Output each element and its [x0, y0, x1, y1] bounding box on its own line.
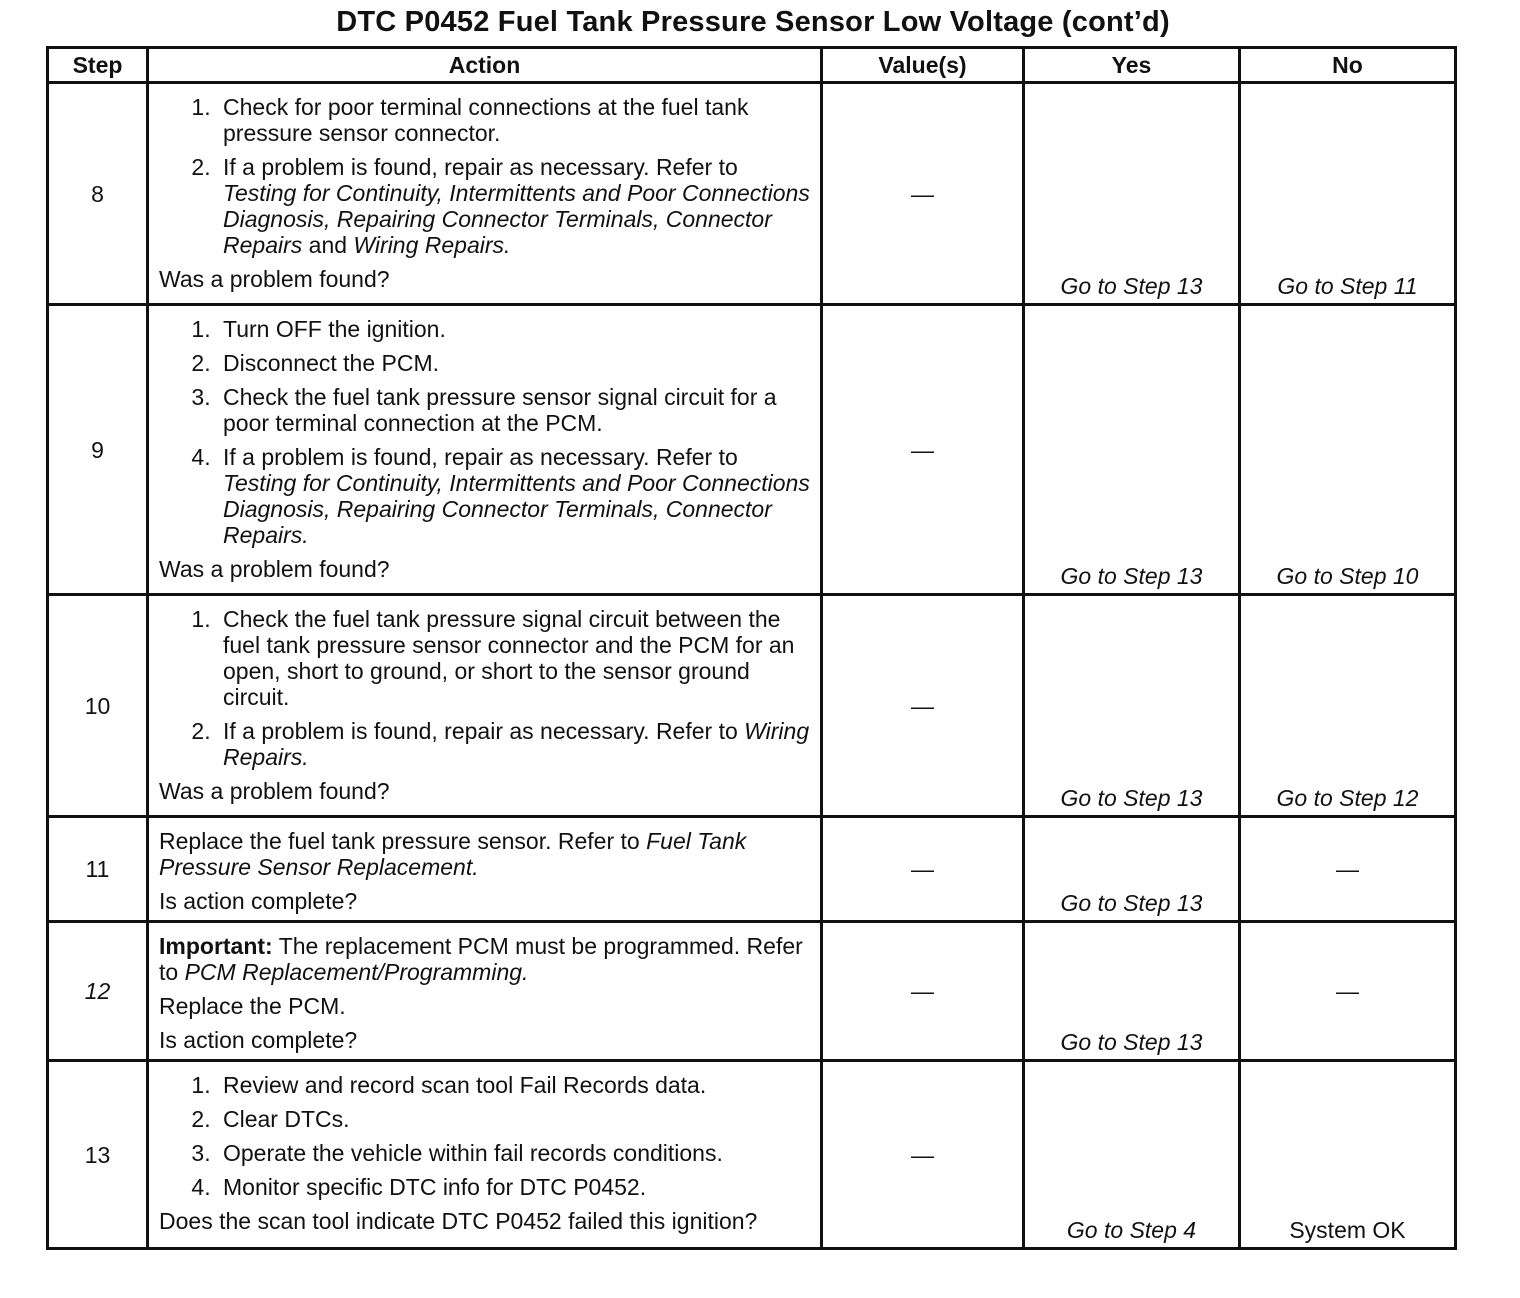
action-cell [148, 817, 822, 922]
header-step: Step [48, 48, 148, 83]
no-cell: Go to Step 11 [1240, 83, 1456, 305]
action-step: 3. Operate the vehicle within fail records conditions. [217, 1140, 812, 1166]
action-step: 1. Turn OFF the ignition. [217, 316, 812, 342]
no-cell: — [1240, 817, 1456, 922]
header-action: Action [148, 48, 822, 83]
step-number: 9 [48, 305, 148, 595]
action-paragraph: Replace the PCM. [159, 993, 346, 1019]
table-row [48, 922, 1456, 1061]
action-question: Is action complete? [159, 888, 358, 914]
step-number: 13 [48, 1061, 148, 1249]
action-step: 1. Review and record scan tool Fail Records data. [217, 1072, 812, 1098]
table-row [48, 305, 1456, 595]
step-number: 12 [48, 922, 148, 1061]
no-cell: Go to Step 12 [1240, 595, 1456, 817]
action-step: 2. Clear DTCs. [217, 1106, 812, 1132]
page-title: DTC P0452 Fuel Tank Pressure Sensor Low Voltage (cont’d) [336, 6, 1170, 38]
reference-link: Wiring Repairs. [353, 232, 511, 258]
yes-cell: Go to Step 13 [1024, 305, 1240, 595]
yes-cell: Go to Step 13 [1024, 83, 1240, 305]
reference-link: Testing for Continuity, Intermittents and Poor Connections Diagnosis, Repairing Connector Terminals, Connector Repairs [223, 180, 810, 258]
reference-link: PCM Replacement/Programming. [184, 959, 529, 985]
diagnostic-table [46, 46, 1457, 1250]
yes-cell: Go to Step 13 [1024, 595, 1240, 817]
reference-link: Fuel Tank Pressure Sensor Replacement. [159, 828, 747, 880]
no-cell: — [1240, 922, 1456, 1061]
action-cell [148, 922, 822, 1061]
action-question: Was a problem found? [159, 266, 390, 292]
action-step: 2. If a problem is found, repair as necessary. Refer to Testing for Continuity, Intermittents and Poor Connections Diagnosis, Repairing Connector Terminals, Connector Repairs and Wiring Repairs. [217, 154, 812, 258]
action-steps [159, 316, 812, 548]
value-cell: — [822, 922, 1024, 1061]
table-row [48, 1061, 1456, 1249]
reference-link: Testing for Continuity, Intermittents and Poor Connections Diagnosis, Repairing Connector Terminals, Connector Repairs. [223, 470, 810, 548]
step-number: 8 [48, 83, 148, 305]
no-cell: Go to Step 10 [1240, 305, 1456, 595]
reference-link: Wiring Repairs. [223, 718, 810, 770]
no-cell: System OK [1240, 1061, 1456, 1249]
action-cell [148, 83, 822, 305]
table-header-row [48, 48, 1456, 83]
action-cell [148, 595, 822, 817]
value-cell: — [822, 305, 1024, 595]
yes-cell: Go to Step 13 [1024, 817, 1240, 922]
action-steps [159, 606, 812, 770]
action-steps [159, 1072, 812, 1200]
action-steps [159, 94, 812, 258]
table-row [48, 817, 1456, 922]
table-row [48, 83, 1456, 305]
action-step: 4. Monitor specific DTC info for DTC P0452. [217, 1174, 812, 1200]
value-cell: — [822, 595, 1024, 817]
important-label: Important: [159, 933, 273, 959]
value-cell: — [822, 83, 1024, 305]
yes-cell: Go to Step 4 [1024, 1061, 1240, 1249]
table-row [48, 595, 1456, 817]
action-question: Does the scan tool indicate DTC P0452 failed this ignition? [159, 1208, 758, 1234]
header-values: Value(s) [822, 48, 1024, 83]
action-question: Is action complete? [159, 1027, 358, 1053]
value-cell: — [822, 1061, 1024, 1249]
action-question: Was a problem found? [159, 778, 390, 804]
action-paragraph: Replace the fuel tank pressure sensor. Refer to Fuel Tank Pressure Sensor Replacement. [159, 828, 747, 880]
action-step: 1. Check the fuel tank pressure signal circuit between the fuel tank pressure sensor connector and the PCM for an open, short to ground, or short to the sensor ground circuit. [217, 606, 812, 710]
value-cell: — [822, 817, 1024, 922]
action-step: 4. If a problem is found, repair as necessary. Refer to Testing for Continuity, Intermittents and Poor Connections Diagnosis, Repairing Connector Terminals, Connector Repairs. [217, 444, 812, 548]
action-step: 2. Disconnect the PCM. [217, 350, 812, 376]
action-cell [148, 1061, 822, 1249]
action-step: 2. If a problem is found, repair as necessary. Refer to Wiring Repairs. [217, 718, 812, 770]
action-question: Was a problem found? [159, 556, 390, 582]
action-cell [148, 305, 822, 595]
header-no: No [1240, 48, 1456, 83]
step-number: 10 [48, 595, 148, 817]
action-step: 1. Check for poor terminal connections at the fuel tank pressure sensor connector. [217, 94, 812, 146]
header-yes: Yes [1024, 48, 1240, 83]
step-number: 11 [48, 817, 148, 922]
action-step: 3. Check the fuel tank pressure sensor signal circuit for a poor terminal connection at the PCM. [217, 384, 812, 436]
yes-cell: Go to Step 13 [1024, 922, 1240, 1061]
important-note: Important: The replacement PCM must be programmed. Refer to PCM Replacement/Programming. [159, 933, 803, 985]
